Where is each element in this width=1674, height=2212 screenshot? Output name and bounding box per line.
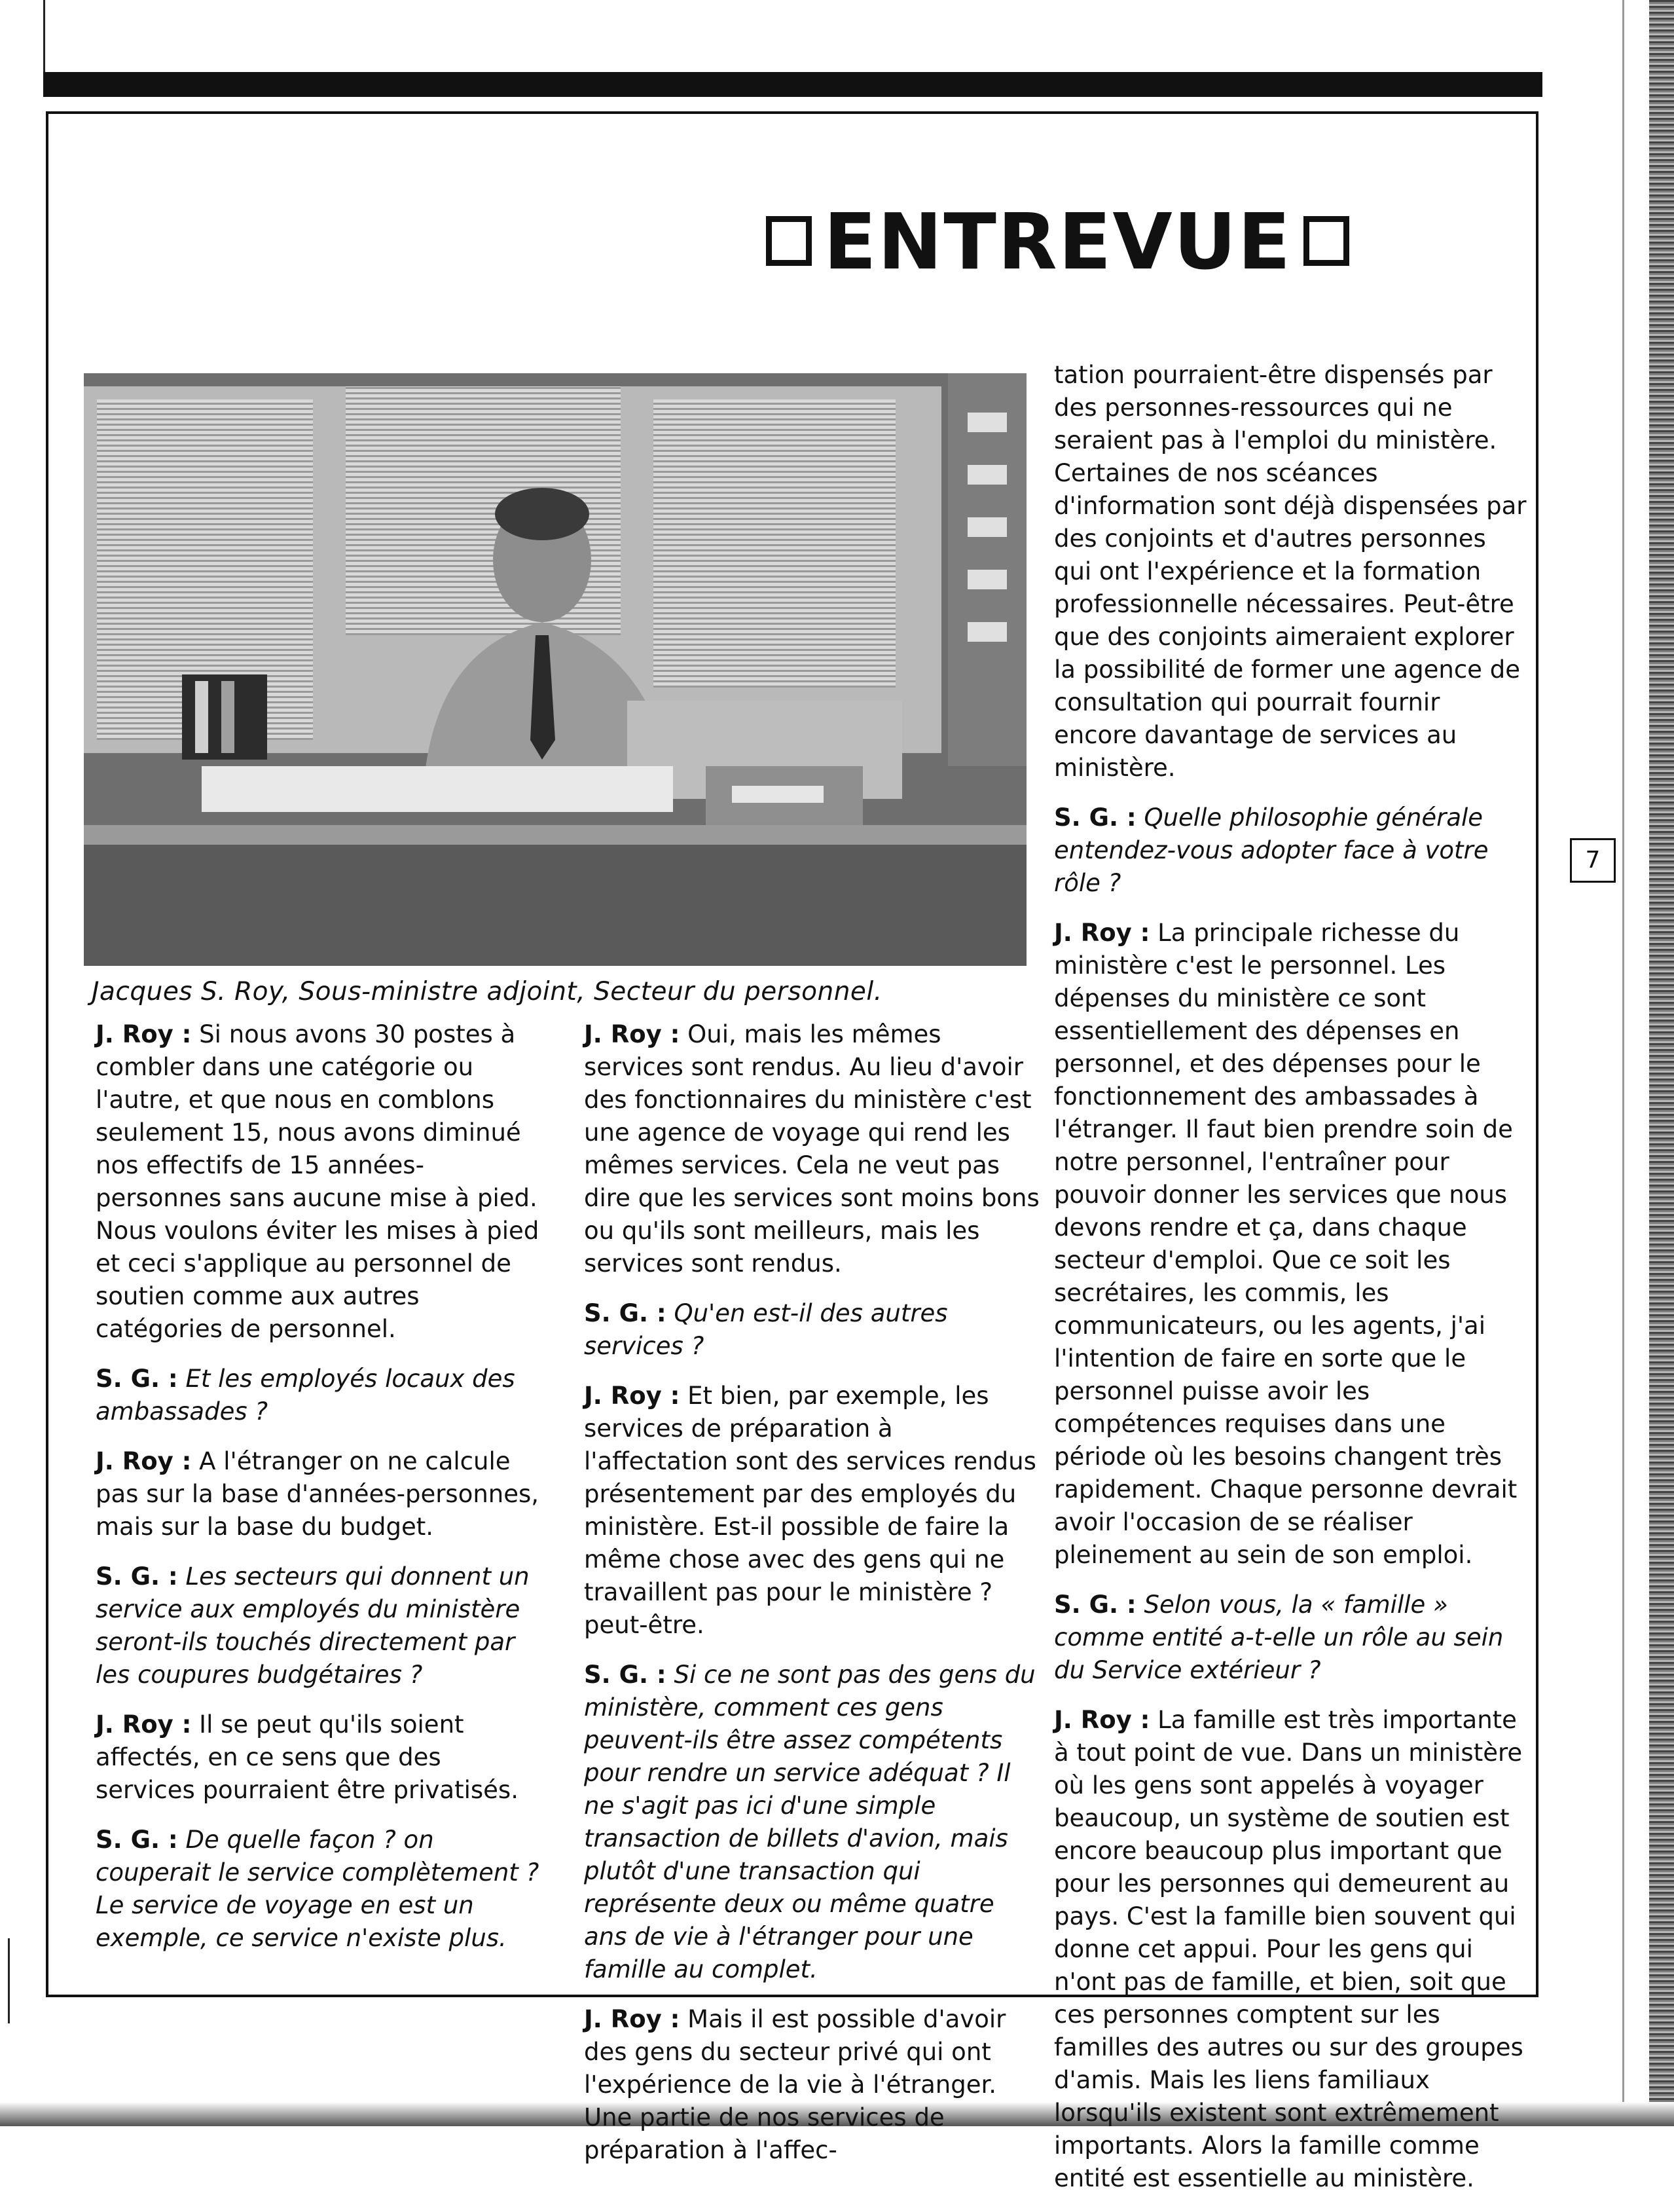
question-text: Selon vous, la « famille » comme entité a-t-elle un rôle au sein du Service extérieur ? xyxy=(1054,1591,1504,1684)
title-box-left-icon xyxy=(766,216,812,266)
paragraph xyxy=(1054,1589,1527,1687)
section-title xyxy=(766,196,1349,287)
paragraph xyxy=(584,2003,1042,2167)
outer-margin-mark xyxy=(0,1938,10,2023)
paragraph-text: Oui, mais les mêmes services sont rendus. Au lieu d'avoir des fonctionnaires du ministère c'est une agence de voyage qui rend les mêmes services. Cela ne veut pas dire que les services sont moins bons ou qu'ils sont meilleurs, mais les services sont rendus. xyxy=(584,1020,1040,1278)
paragraph xyxy=(584,1297,1042,1363)
speaker-label: J. Roy : xyxy=(584,1020,680,1048)
speaker-label: J. Roy : xyxy=(584,1382,680,1410)
speaker-label: S. G. : xyxy=(96,1365,178,1393)
speaker-label: J. Roy : xyxy=(1054,1706,1150,1734)
question-text: De quelle façon ? on couperait le service complètement ? Le service de voyage en est un exemple, ce service n'existe plus. xyxy=(96,1826,539,1952)
speaker-label: S. G. : xyxy=(584,1299,666,1327)
paragraph xyxy=(96,1708,547,1807)
paragraph xyxy=(1054,1704,1527,2195)
article-column-1 xyxy=(96,1018,547,1972)
question-text: Et les employés locaux des ambassades ? xyxy=(96,1365,515,1426)
paragraph-text: La principale richesse du ministère c'est le personnel. Les dépenses du ministère ce sont essentiellement des dépenses en personnel, et des dépenses pour le fonctionnement des ambassades à l'étranger. Il faut bien prendre soin de notre personnel, l'entraîner pour pouvoir donner les services que nous devons rendre et ça, dans chaque secteur d'emploi. Que ce soit les secrétaires, les commis, les communicateurs, ou les agents, j'ai l'intention de faire en sorte que le personnel puisse avoir les compétences requises dans une période où les besoins changent très rapidement. Chaque personne devrait avoir l'occasion de se réaliser pleinement au sein de son emploi. xyxy=(1054,919,1518,1569)
speaker-label: J. Roy : xyxy=(96,1710,192,1739)
speaker-label: S. G. : xyxy=(1054,1591,1137,1619)
photo-caption: Jacques S. Roy, Sous-ministre adjoint, Secteur du personnel. xyxy=(92,977,882,1006)
paragraph xyxy=(584,1018,1042,1280)
paragraph-text: Il se peut qu'ils soient affectés, en ce sens que des services pourraient être privatisés. xyxy=(96,1710,519,1804)
paragraph xyxy=(584,1659,1042,1986)
article-column-3 xyxy=(1054,359,1527,2212)
question-text: Si ce ne sont pas des gens du ministère, comment ces gens peuvent-ils être assez compétents pour rendre un service adéquat ? Il ne s'agit pas ici d'une simple transaction de billets d'avion, mais plutôt d'une transaction qui représente deux ou même quatre ans de vie à l'étranger pour une famille au complet. xyxy=(584,1661,1036,1983)
left-margin-rule xyxy=(43,0,45,72)
paragraph-text: Si nous avons 30 postes à combler dans une catégorie ou l'autre, et que nous en comblons seulement 15, nous avons diminué nos effectifs de 15 années-personnes sans aucune mise à pied. Nous voulons éviter les mises à pied et ceci s'applique au personnel de soutien comme aux autres catégories de personnel. xyxy=(96,1020,539,1343)
paragraph-text: tation pourraient-être dispensés par des personnes-ressources qui ne seraient pas à l'emploi du ministère. Certaines de nos scéances d'information sont déjà dispensées par des conjoints et d'autres personnes qui ont l'expérience et la formation professionnelle nécessaires. Peut-être que des conjoints aimeraient explorer la possibilité de former une agence de consultation qui pourrait fournir encore davantage de services au ministère. xyxy=(1054,361,1527,782)
speaker-label: S. G. : xyxy=(96,1826,178,1854)
header-bar xyxy=(43,72,1542,97)
question-text: Quelle philosophie générale entendez-vous adopter face à votre rôle ? xyxy=(1054,803,1489,897)
paragraph-text: La famille est très importante à tout point de vue. Dans un ministère où les gens sont appelés à voyager beaucoup, un système de soutien est encore beaucoup plus important que pour les personnes qui demeurent au pays. C'est la famille bien souvent qui donne cet appui. Pour les gens qui n'ont pas de famille, et bien, soit que ces personnes comptent sur les familles des autres ou sur des groupes d'amis. Mais les liens familiaux lorsqu'ils existent sont extrêmement importants. Alors la famille comme entité est essentielle au ministère. xyxy=(1054,1706,1523,2192)
paragraph xyxy=(96,1445,547,1543)
speaker-label: S. G. : xyxy=(584,1661,666,1689)
speaker-label: S. G. : xyxy=(96,1562,178,1591)
title-box-right-icon xyxy=(1303,216,1349,266)
paragraph xyxy=(96,1560,547,1691)
speaker-label: J. Roy : xyxy=(584,2005,680,2033)
paragraph xyxy=(96,1824,547,1955)
page-number: 7 xyxy=(1570,838,1616,883)
paragraph xyxy=(1054,359,1527,784)
paragraph xyxy=(584,1380,1042,1642)
paragraph xyxy=(96,1018,547,1346)
page-edge-scan-artifact xyxy=(1649,0,1674,2126)
paragraph xyxy=(1054,917,1527,1572)
binding-line xyxy=(1622,0,1624,2126)
speaker-label: S. G. : xyxy=(1054,803,1137,832)
speaker-label: J. Roy : xyxy=(1054,919,1150,947)
interview-photo xyxy=(84,373,1027,966)
question-text: Qu'en est-il des autres services ? xyxy=(584,1299,948,1360)
paragraph-text: A l'étranger on ne calcule pas sur la base d'années-personnes, mais sur la base du budget. xyxy=(96,1447,539,1541)
article-column-2 xyxy=(584,1018,1042,2184)
office-photo-illustration xyxy=(84,373,1027,966)
paragraph-text: Et bien, par exemple, les services de préparation à l'affectation sont des services rendus présentement par des employés du ministère. Est-il possible de faire la même chose avec des gens qui ne travaillent pas pour le ministère ? peut-être. xyxy=(584,1382,1036,1639)
paragraph xyxy=(96,1363,547,1428)
paragraph xyxy=(1054,802,1527,900)
paragraph-text: Mais il est possible d'avoir des gens du secteur privé qui ont l'expérience de la vie à l'étranger. Une partie de nos services de préparation à l'affec- xyxy=(584,2005,1006,2164)
speaker-label: J. Roy : xyxy=(96,1020,192,1048)
section-title-text: ENTREVUE xyxy=(824,196,1292,287)
question-text: Les secteurs qui donnent un service aux employés du ministère seront-ils touchés directement par les coupures budgétaires ? xyxy=(96,1562,530,1689)
speaker-label: J. Roy : xyxy=(96,1447,192,1475)
